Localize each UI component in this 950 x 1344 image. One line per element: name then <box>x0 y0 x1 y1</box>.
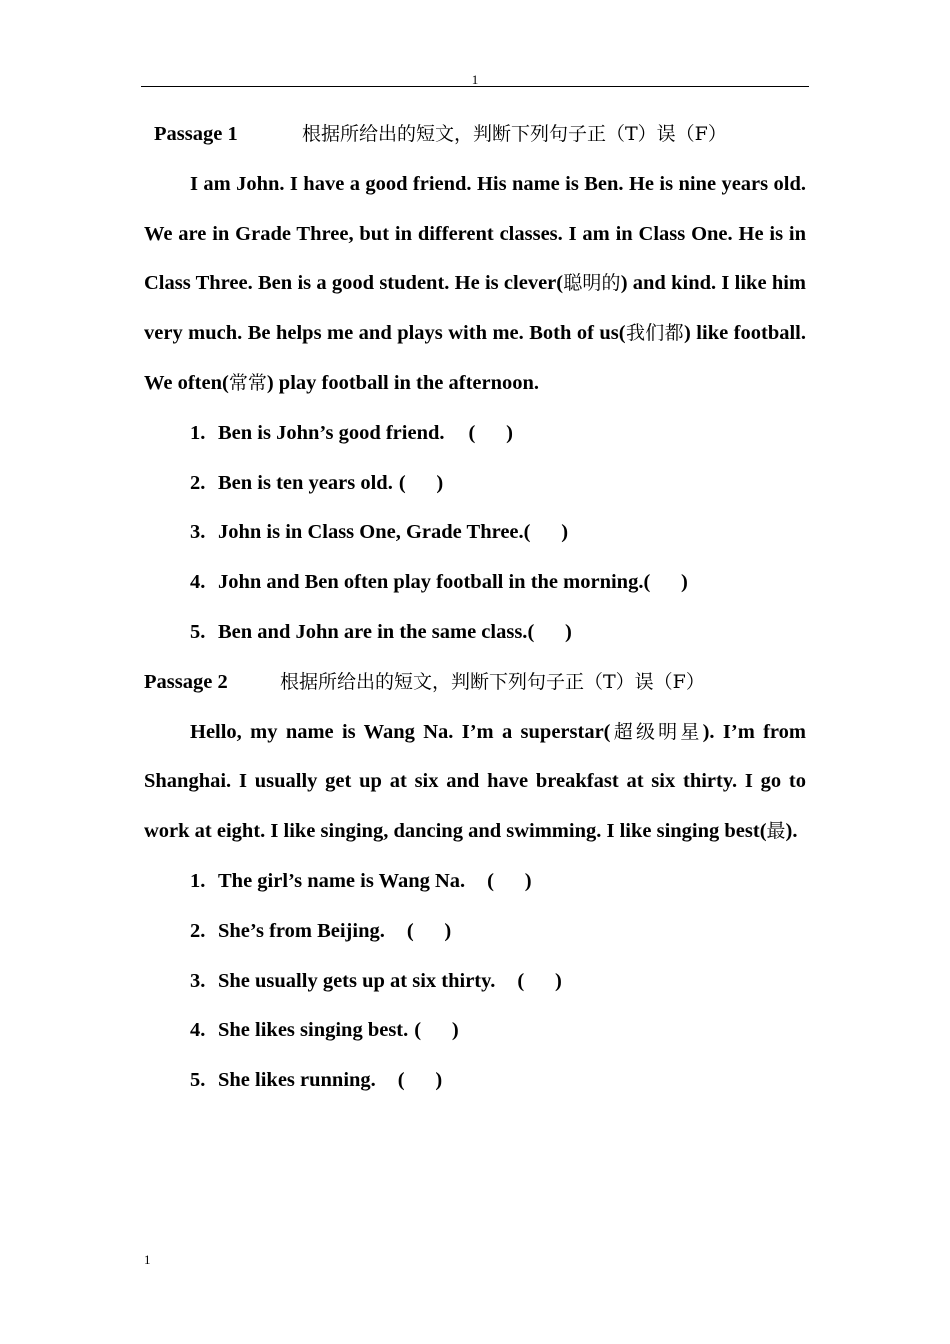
question-text: Ben and John are in the same class. <box>218 620 528 643</box>
passage2-text: Hello, my name is Wang Na. I’m a superstar( <box>190 720 611 743</box>
answer-blank[interactable]: ( ) <box>523 521 569 544</box>
answer-blank[interactable]: ( ) <box>468 421 513 444</box>
question-number: 4. <box>190 1019 206 1042</box>
question-number: 4. <box>190 571 206 594</box>
passage1-paragraph <box>144 160 806 409</box>
header-page-number: 1 <box>471 72 479 87</box>
passage2-question <box>144 907 806 957</box>
question-text: Ben is John’s good friend. <box>218 421 445 444</box>
answer-blank[interactable]: ( ) <box>517 969 562 992</box>
passage2-question <box>144 857 806 907</box>
answer-blank[interactable]: ( ) <box>527 620 572 643</box>
answer-blank[interactable]: ( ) <box>397 1069 443 1092</box>
passage1-question <box>144 608 806 658</box>
passage1-heading <box>144 110 806 160</box>
passage1-question <box>144 558 806 608</box>
question-text: The girl’s name is Wang Na. <box>218 869 466 892</box>
question-number: 5. <box>190 620 206 643</box>
question-text: She usually gets up at six thirty. <box>218 969 496 992</box>
question-number: 3. <box>190 521 206 544</box>
answer-blank[interactable]: ( ) <box>643 571 688 594</box>
footer-page-number: 1 <box>144 1252 151 1267</box>
passage2-heading <box>144 658 806 708</box>
passage2-label: Passage 2 <box>144 670 228 693</box>
question-number: 3. <box>190 969 206 992</box>
passage1-text: I am John. I have a good friend. His name is Ben. He is nine years old. We are in Grade Three, but in different classes. I am in Class One. He is in Class Three. Ben is a good student. He is clever( <box>144 172 806 295</box>
question-number: 1. <box>190 869 206 892</box>
question-text: She’s from Beijing. <box>218 919 385 942</box>
question-number: 2. <box>190 919 206 942</box>
passage1-text: ) play football in the afternoon. <box>266 371 540 394</box>
passage2-instruction: 根据所给出的短文，判断下列句子正（T）误（F） <box>280 670 705 693</box>
passage1-gloss: 聪明的 <box>563 272 621 295</box>
passage1-gloss: 我们都 <box>625 322 684 345</box>
passage1-text: ) like football. We often( <box>144 322 806 394</box>
passage2-question <box>144 1006 806 1056</box>
question-number: 5. <box>190 1069 206 1092</box>
question-number: 2. <box>190 471 206 494</box>
question-text: She likes running. <box>218 1069 376 1092</box>
answer-blank[interactable]: ( ) <box>398 471 444 494</box>
answer-blank[interactable]: ( ) <box>487 869 532 892</box>
page-content <box>144 110 806 1106</box>
question-text: She likes singing best. <box>218 1019 409 1042</box>
passage1-question <box>144 409 806 459</box>
question-number: 1. <box>190 421 206 444</box>
answer-blank[interactable]: ( ) <box>414 1019 459 1042</box>
passage2-paragraph <box>144 708 806 857</box>
passage1-question <box>144 459 806 509</box>
passage2-text: ). <box>785 820 798 843</box>
passage1-text: ) and kind. I like him very much. Be helps me and plays with me. Both of us( <box>144 272 806 345</box>
passage2-question <box>144 957 806 1007</box>
question-text: Ben is ten years old. <box>218 471 393 494</box>
question-text: John and Ben often play football in the morning. <box>218 571 644 594</box>
passage1-question <box>144 508 806 558</box>
answer-blank[interactable]: ( ) <box>406 919 452 942</box>
passage1-gloss: 常常 <box>228 371 267 394</box>
question-text: John is in Class One, Grade Three. <box>218 521 524 544</box>
passage1-label: Passage 1 <box>154 123 238 145</box>
passage1-instruction: 根据所给出的短文，判断下列句子正（T）误（F） <box>302 123 727 145</box>
passage2-gloss: 超级明星 <box>610 720 703 743</box>
passage2-text: ). I’m from Shanghai. I usually get up at six and have breakfast at six thirty. I go to work at eight. I like singing, dancing and swimming. I like singing best( <box>144 720 806 843</box>
passage2-gloss: 最 <box>766 820 786 843</box>
passage2-question <box>144 1056 806 1106</box>
header-rule <box>141 86 809 87</box>
